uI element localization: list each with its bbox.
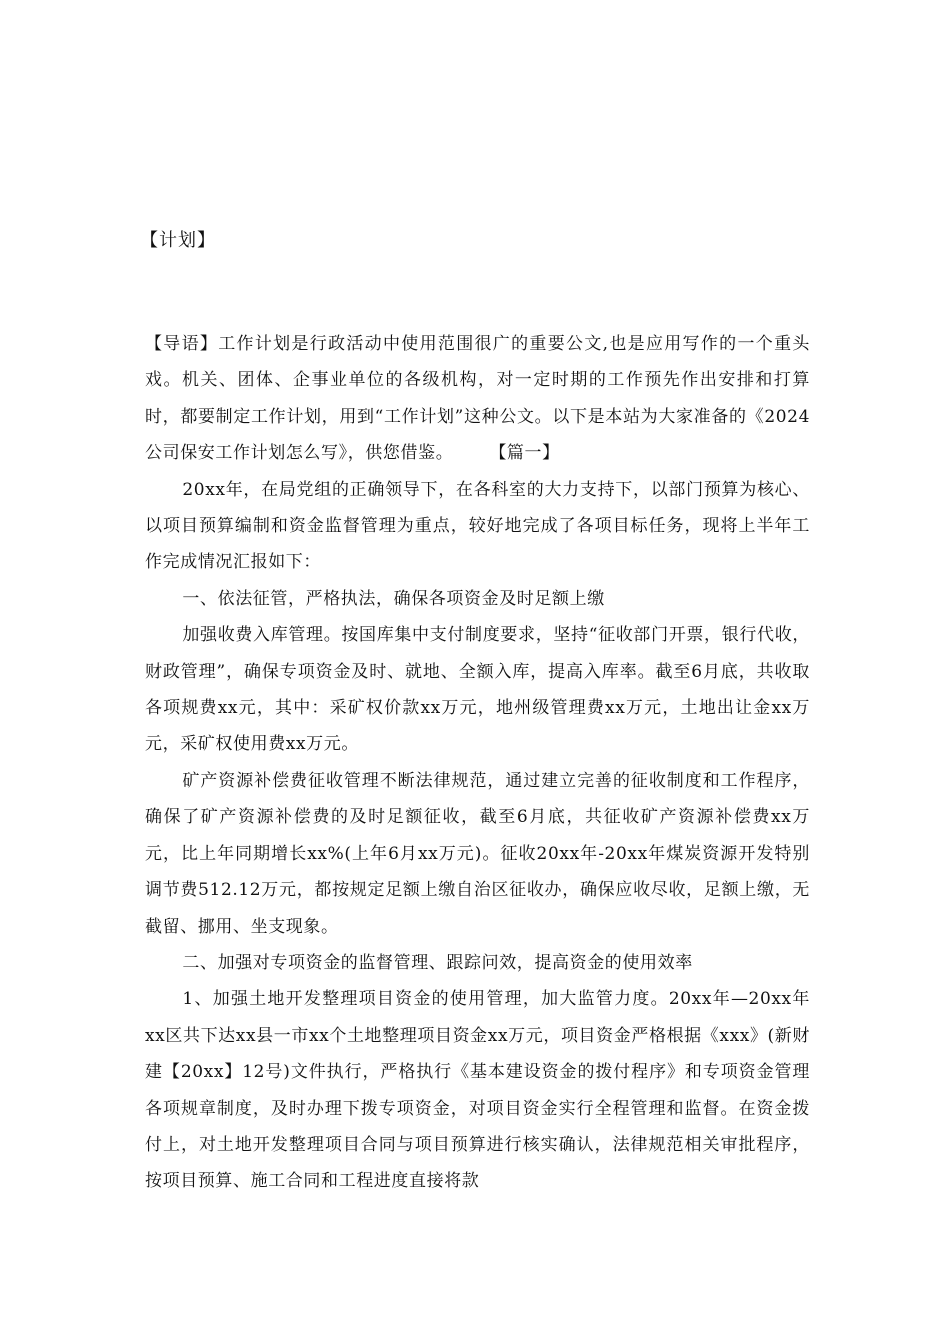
section-heading-1: 一、依法征管，严格执法，确保各项资金及时足额上缴 [182, 588, 605, 609]
section-heading-2: 二、加强对专项资金的监督管理、跟踪问效，提高资金的使用效率 [182, 952, 693, 973]
document-body [145, 326, 810, 1200]
document-heading: 【计划】 [140, 230, 216, 251]
paragraph-summary: 20xx年，在局党组的正确领导下，在各科室的大力支持下，以部门预算为核心、以项目预算编制和资金监督管理为重点，较好地完成了各项目标任务，现将上半年工作完成情况汇报如下： [145, 479, 810, 573]
intro-text: 【导语】工作计划是行政活动中使用范围很广的重要公文,也是应用写作的一个重头戏。机关、团体、企事业单位的各级机构，对一定时期的工作预先作出安排和打算时，都要制定工作计划，用到“工作计划”这种公文。以下是本站为大家准备的《2024公司保安工作计划怎么写》，供您借鉴。 [145, 334, 810, 464]
section-label: 【篇一】 [489, 443, 560, 464]
paragraph-mineral-compensation: 矿产资源补偿费征收管理不断法律规范，通过建立完善的征收制度和工作程序，确保了矿产资源补偿费的及时足额征收，截至6月底，共征收矿产资源补偿费xx万元，比上年同期增长xx%(上年6月xx万元)。征收20xx年-20xx年煤炭资源开发特别调节费512.12万元，都按规定足额上缴自治区征收办，确保应收尽收，足额上缴，无截留、挪用、坐支现象。 [145, 770, 810, 937]
paragraph-fee-collection: 加强收费入库管理。按国库集中支付制度要求，坚持“征收部门开票，银行代收，财政管理”，确保专项资金及时、就地、全额入库，提高入库率。截至6月底，共收取各项规费xx元，其中：采矿权价款xx万元，地州级管理费xx万元，土地出让金xx万元，采矿权使用费xx万元。 [145, 625, 810, 755]
paragraph-land-project-funds: 1、加强土地开发整理项目资金的使用管理，加大监管力度。20xx年—20xx年xx区共下达xx县一市xx个土地整理项目资金xx万元，项目资金严格根据《xxx》(新财建【20xx】12号)文件执行，严格执行《基本建设资金的拨付程序》和专项资金管理各项规章制度，及时办理下拨专项资金，对项目资金实行全程管理和监督。在资金拨付上，对土地开发整理项目合同与项目预算进行核实确认，法律规范相关审批程序，按项目预算、施工合同和工程进度直接将款 [145, 989, 810, 1192]
intro-paragraph [145, 326, 810, 472]
